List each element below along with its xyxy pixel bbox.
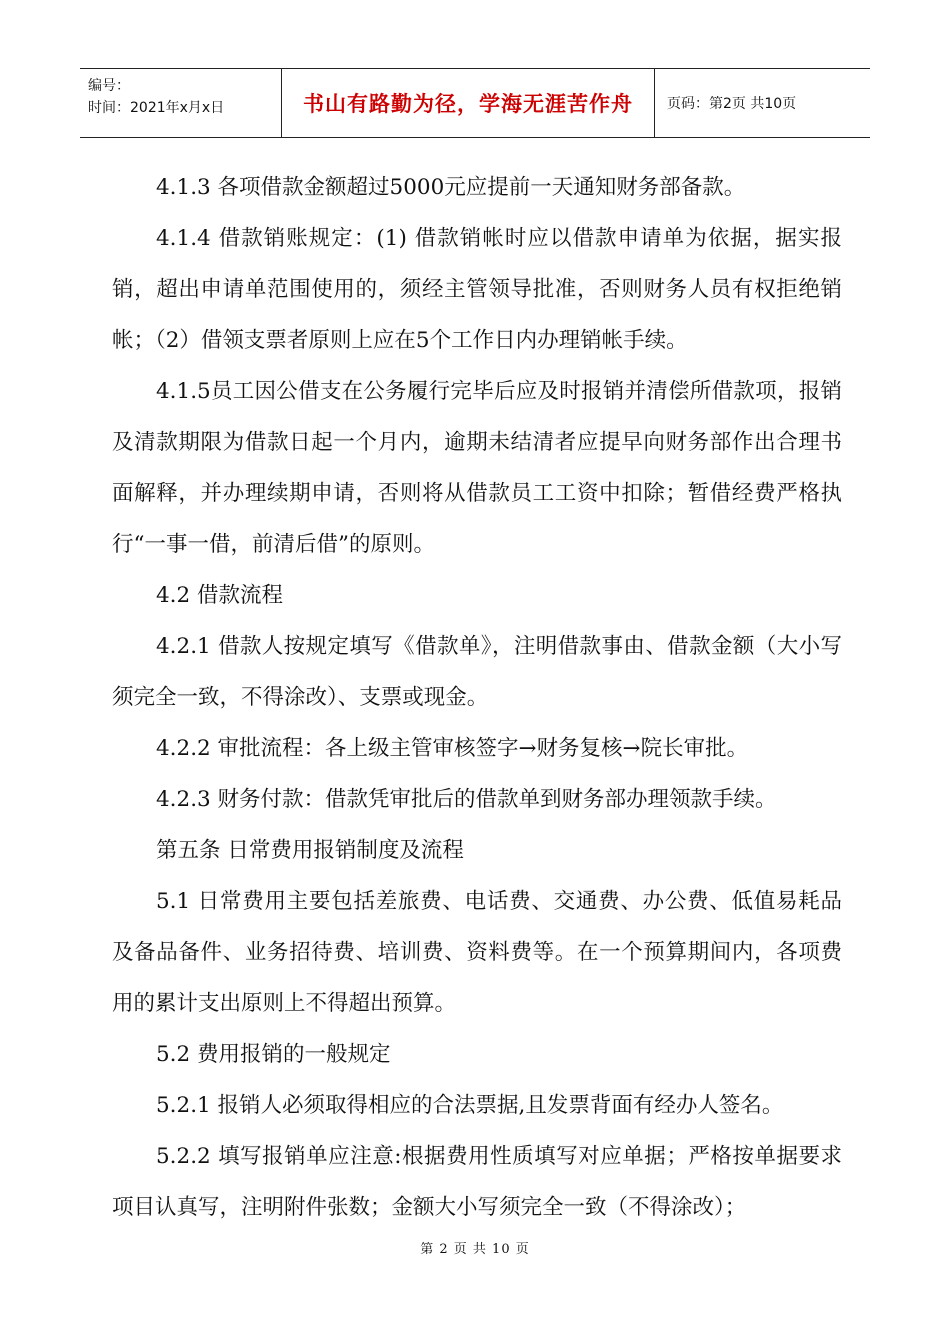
paragraph-4-1-3: 4.1.3 各项借款金额超过5000元应提前一天通知财务部备款。	[156, 175, 746, 200]
paragraph-5-1: 5.1 日常费用主要包括差旅费、电话费、交通费、办公费、低值易耗品及备品备件、业务招待费、培训费、资料费等。在一个预算期间内，各项费用的累计支出原则上不得超出预算。	[112, 889, 842, 1016]
heading-4-2: 4.2 借款流程	[156, 583, 284, 608]
document-date-label: 时间：2021年x月x日	[88, 100, 225, 116]
paragraph-4-2-1: 4.2.1 借款人按规定填写《借款单》，注明借款事由、借款金额（大小写须完全一致，不得涂改）、支票或现金。	[112, 634, 842, 710]
paragraph-4-1-4: 4.1.4 借款销账规定：(1) 借款销帐时应以借款申请单为依据，据实报销，超出申请单范围使用的，须经主管领导批准，否则财务人员有权拒绝销帐；（2）借领支票者原则上应在5个工作日内办理销帐手续。	[112, 226, 842, 353]
heading-article-5: 第五条 日常费用报销制度及流程	[156, 838, 464, 863]
paragraph-5-2-2: 5.2.2 填写报销单应注意:根据费用性质填写对应单据；严格按单据要求项目认真写，注明附件张数；金额大小写须完全一致（不得涂改）；	[112, 1144, 842, 1220]
page-header	[80, 68, 870, 138]
paragraph-4-2-3: 4.2.3 财务付款：借款凭审批后的借款单到财务部办理领款手续。	[156, 787, 777, 812]
document-number-label: 编号：	[88, 78, 130, 94]
paragraph-4-2-2: 4.2.2 审批流程：各上级主管审核签字→财务复核→院长审批。	[156, 736, 749, 761]
page-footer: 第 2 页 共 10 页	[420, 1242, 530, 1257]
heading-5-2: 5.2 费用报销的一般规定	[156, 1042, 391, 1067]
paragraph-4-1-5: 4.1.5员工因公借支在公务履行完毕后应及时报销并清偿所借款项，报销及清款期限为借款日起一个月内，逾期未结清者应提早向财务部作出合理书面解释，并办理续期申请，否则将从借款员工工资中扣除；暂借经费严格执行“一事一借，前清后借”的原则。	[112, 379, 842, 557]
header-motto: 书山有路勤为径，学海无涯苦作舟	[282, 69, 655, 137]
header-meta-cell	[80, 69, 282, 137]
header-page-number: 页码：第2页 共10页	[667, 96, 797, 112]
document-body	[112, 162, 842, 1233]
paragraph-5-2-1: 5.2.1 报销人必须取得相应的合法票据,且发票背面有经办人签名。	[156, 1093, 784, 1118]
